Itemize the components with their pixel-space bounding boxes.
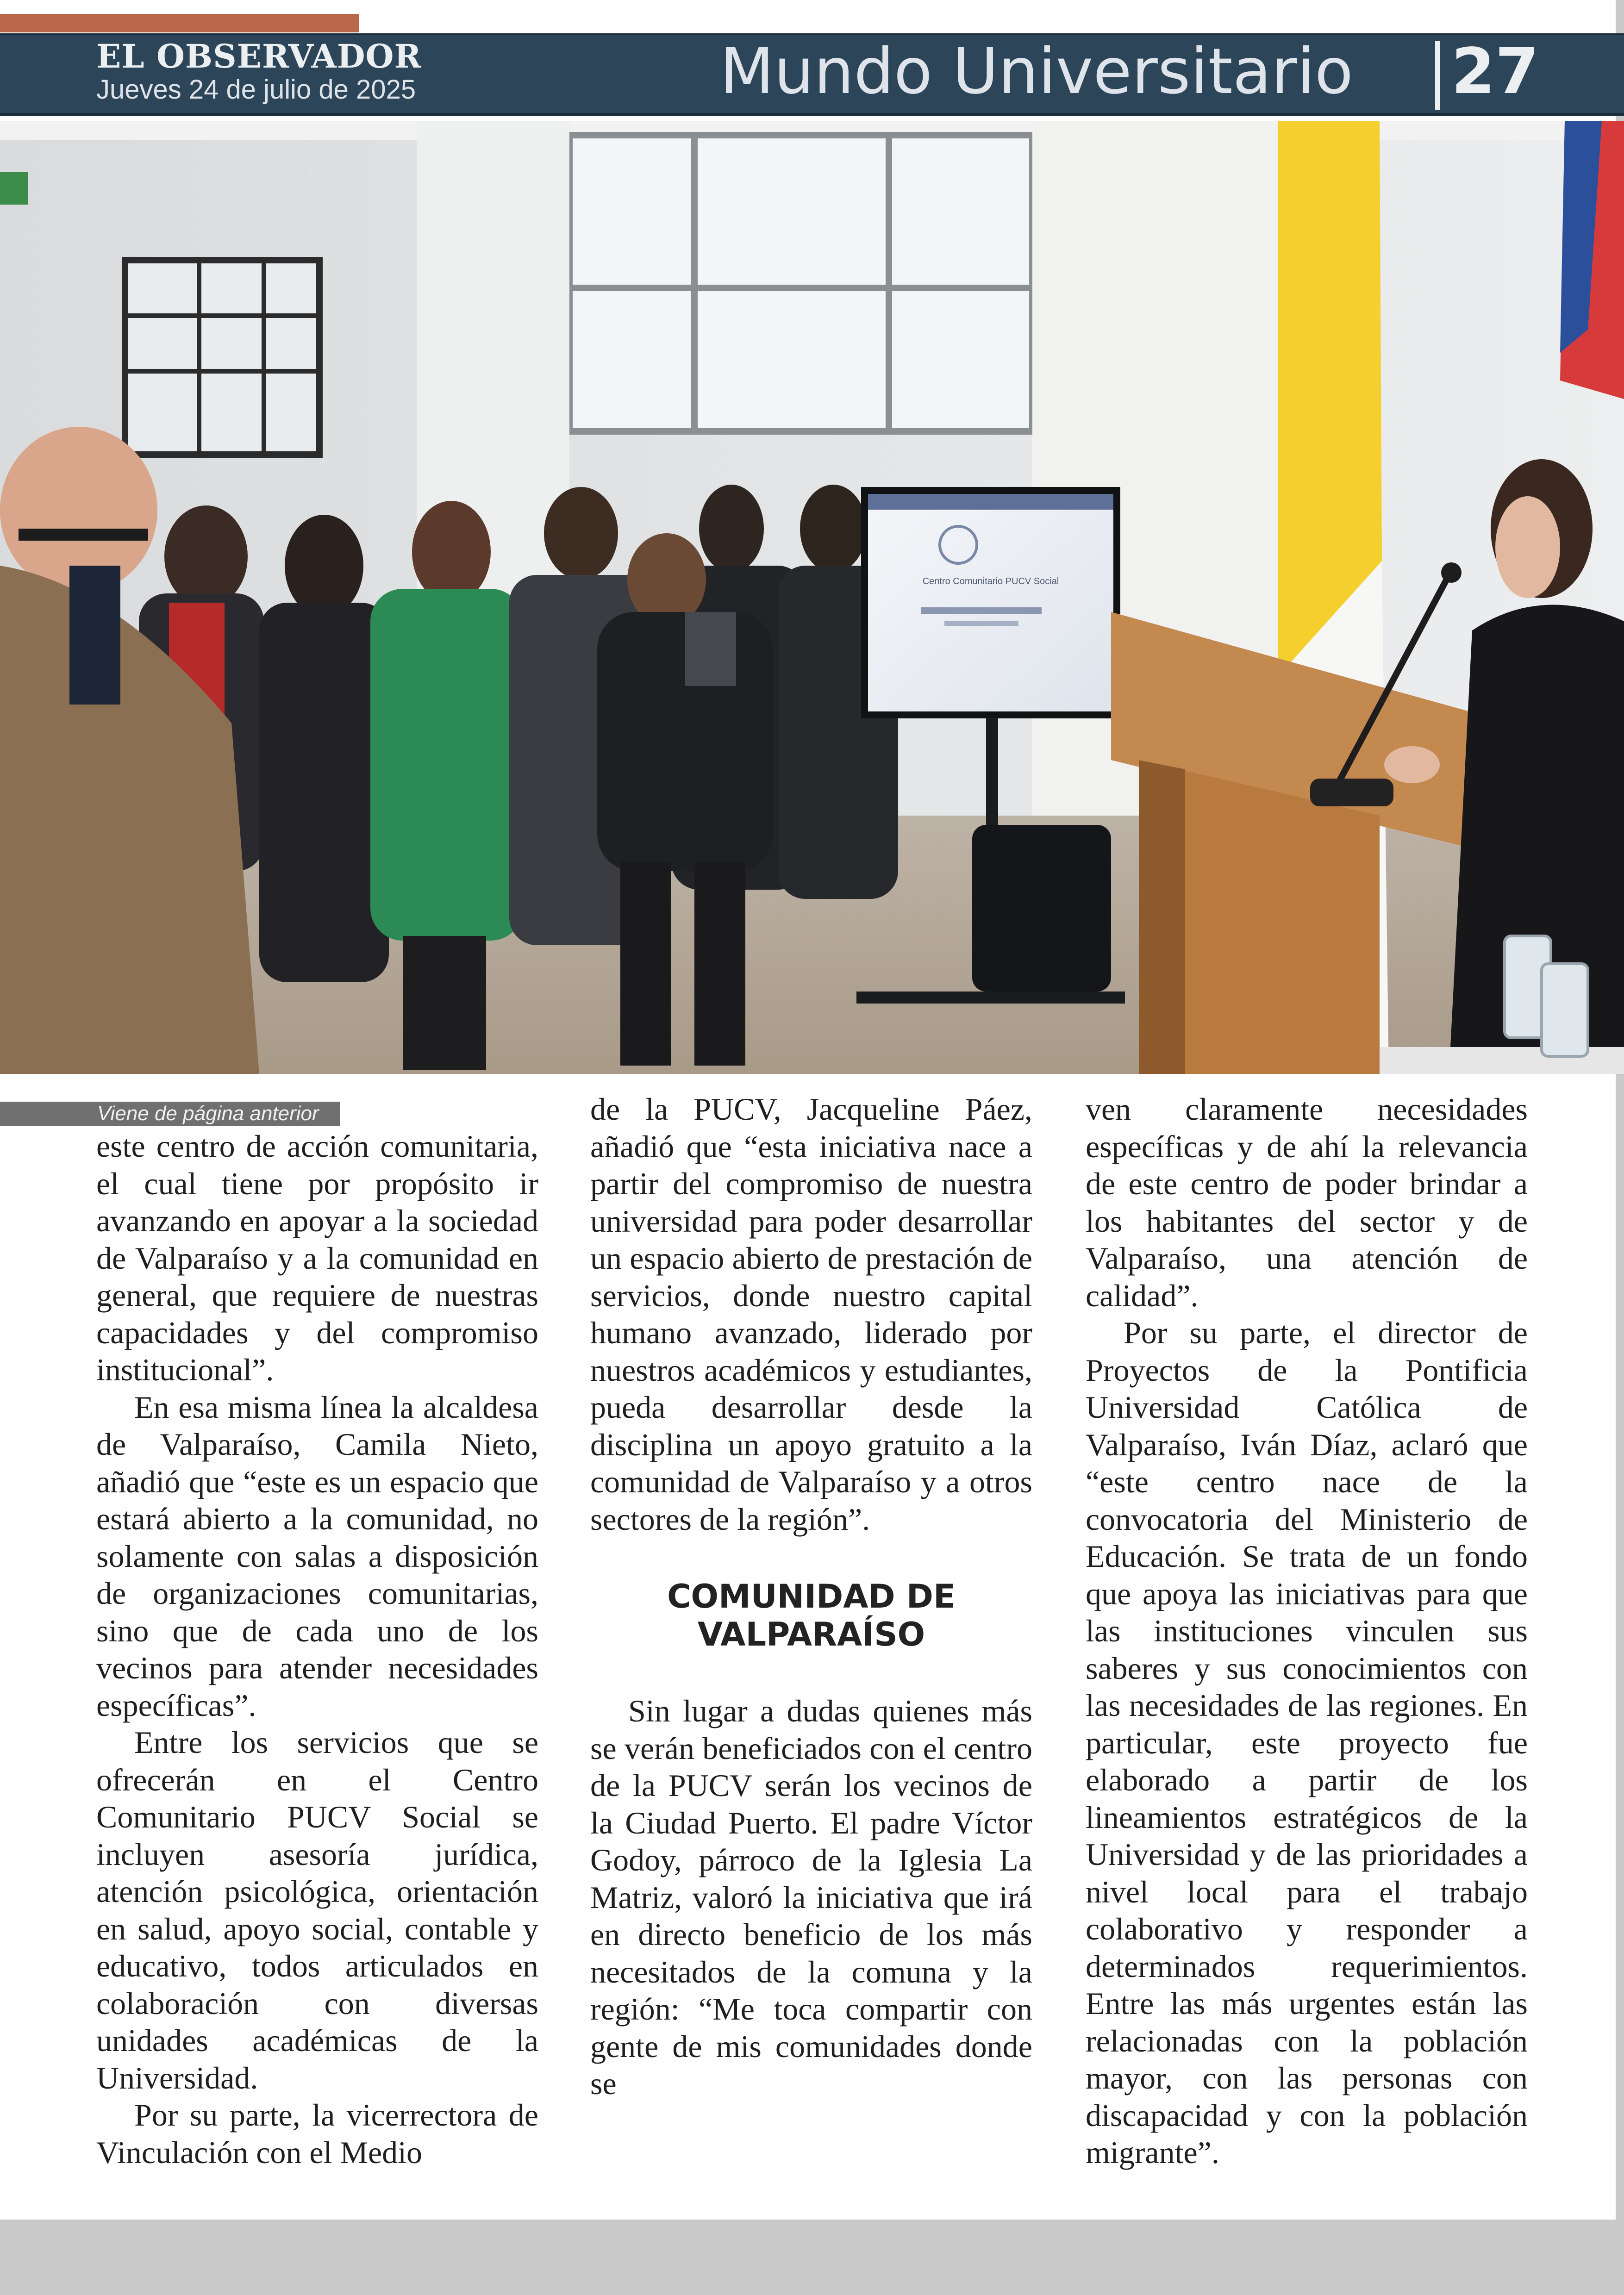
- paragraph: Por su parte, el director de Proyectos de la Pontificia Universidad Católica de Valparaíso, Iván Díaz, aclaró que “este centro nace de la convocatoria del Ministerio de Educación. Se trata de un fondo que apoya las iniciativas para que las instituciones vinculen sus saberes y sus conocimientos con las necesidades de las regiones. En particular, este proyecto fue elaborado a partir de los lineamientos estratégicos de la Universidad y de las prioridades a nivel local para el trabajo colaborativo y responder a determinados requerimientos. Entre las más urgentes están las relacionadas con la población mayor, con las personas con discapacidad y con la población migrante”.: [1086, 1315, 1528, 2170]
- paragraph: de la PUCV, Jacqueline Páez, añadió que “esta iniciativa nace a partir del compromiso de nuestra universidad para poder desarrollar un espacio abierto de prestación de servicios, donde nuestro capital humano avanzado, liderado por nuestros académicos y estudiantes, pueda desarrollar desde la disciplina un apoyo gratuito a la comunidad de Valparaíso y a otros sectores de la región”.: [590, 1091, 1032, 1537]
- section-title: Mundo Universitario: [719, 35, 1353, 108]
- article-column-1: [96, 1128, 538, 2171]
- issue-date: Jueves 24 de julio de 2025: [96, 75, 416, 105]
- paragraph: Sin lugar a dudas quienes más se verán beneficiados con el centro de la PUCV serán los vecinos de la Ciudad Puerto. El padre Víctor Godoy, párroco de la Iglesia La Matriz, valoró la iniciativa que irá en directo beneficio de los más necesitados de la comuna y la región: “Me toca compartir con gente de mis comunidades donde se: [590, 1693, 1032, 2101]
- event-photo: [0, 121, 1624, 1074]
- page-number: 27: [1451, 35, 1539, 108]
- event-photo-illustration: [0, 121, 1624, 1074]
- subheading-line: VALPARAÍSO: [697, 1615, 925, 1653]
- paragraph: Por su parte, la vicerrectora de Vinculación con el Medio: [96, 2097, 538, 2170]
- paragraph: ven claramente necesidades específicas y de ahí la relevancia de este centro de poder brindar a los habitantes del sector y de Valparaíso, una atención de calidad”.: [1086, 1091, 1528, 1313]
- paragraph: este centro de acción comunitaria, el cual tiene por propósito ir avanzando en apoyar a la sociedad de Valparaíso y a la comunidad en general, que requiere de nuestras capacidades y del compromiso institucional”.: [96, 1129, 538, 1387]
- continued-tag: Viene de página anterior: [0, 1102, 340, 1126]
- paragraph: Entre los servicios que se ofrecerán en el Centro Comunitario PUCV Social se incluyen asesoría jurídica, atención psicológica, orientación en salud, apoyo social, contable y educativo, todos articulados en colaboración con diversas unidades académicas de la Universidad.: [96, 1725, 538, 2095]
- subheading-line: COMUNIDAD DE: [667, 1578, 956, 1615]
- top-accent-bar: [0, 14, 359, 32]
- article-column-3: [1086, 1091, 1528, 2171]
- subheading: [590, 1578, 1032, 1653]
- publication-name: EL OBSERVADOR: [96, 37, 422, 75]
- header-divider: [1435, 41, 1440, 110]
- monitor-screen-text: Centro Comunitario PUCV Social: [922, 576, 1059, 586]
- paragraph: En esa misma línea la alcaldesa de Valparaíso, Camila Nieto, añadió que “este es un espacio que estará abierto a la comunidad, no solamente con salas a disposición de organizaciones comunitarias, sino que de cada uno de los vecinos para atender necesidades específicas”.: [96, 1389, 538, 1723]
- article-column-2: [590, 1091, 1032, 2102]
